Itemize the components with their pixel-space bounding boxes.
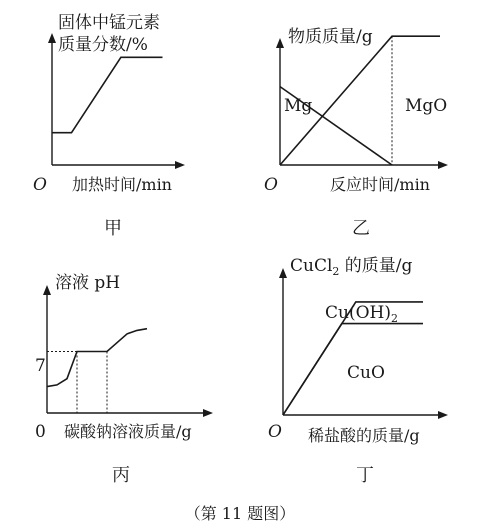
ding-x-axis-arrow bbox=[438, 411, 448, 419]
jia-series-line bbox=[52, 57, 163, 132]
chart-ding bbox=[268, 256, 448, 486]
bing-y-tick-label: 7 bbox=[35, 356, 46, 376]
ding-cuoh2-main: Cu(OH) bbox=[325, 303, 391, 323]
jia-ylabel-line1: 固体中锰元素 bbox=[58, 13, 160, 33]
yi-x-axis-arrow bbox=[438, 161, 448, 169]
chart-yi bbox=[264, 27, 448, 239]
chart-jia bbox=[33, 13, 185, 239]
ding-ylabel bbox=[290, 256, 413, 278]
bing-origin-label: 0 bbox=[35, 422, 46, 442]
bing-series-line bbox=[47, 329, 147, 387]
figure-caption: （第 11 题图） bbox=[184, 504, 296, 523]
ding-xlabel: 稀盐酸的质量/g bbox=[308, 426, 420, 445]
yi-series-mg-label: Mg bbox=[284, 96, 313, 116]
jia-panel-label: 甲 bbox=[104, 218, 122, 239]
ding-origin-label: O bbox=[268, 422, 282, 442]
yi-ylabel: 物质质量/g bbox=[288, 27, 373, 47]
ding-y-axis-arrow bbox=[279, 268, 287, 278]
jia-x-axis-arrow bbox=[175, 161, 185, 169]
jia-xlabel: 加热时间/min bbox=[72, 175, 172, 194]
ding-series-cuo-label: CuO bbox=[347, 363, 385, 383]
ding-ylabel-sub: 2 bbox=[332, 265, 340, 278]
yi-origin-label: O bbox=[264, 175, 278, 195]
chart-bing bbox=[35, 273, 213, 486]
ding-ylabel-rest: 的质量/g bbox=[339, 256, 413, 276]
jia-ylabel-line2: 质量分数/% bbox=[58, 35, 148, 55]
yi-series-mgo-label: MgO bbox=[405, 96, 448, 116]
ding-panel-label: 丁 bbox=[356, 465, 374, 486]
bing-x-axis-arrow bbox=[203, 409, 213, 417]
ding-ylabel-main: CuCl bbox=[290, 256, 333, 276]
jia-origin-label: O bbox=[33, 175, 47, 195]
yi-xlabel: 反应时间/min bbox=[330, 175, 430, 194]
yi-panel-label: 乙 bbox=[352, 218, 370, 239]
ding-series-cuoh2-label bbox=[325, 303, 398, 325]
bing-y-axis-arrow bbox=[43, 285, 51, 295]
ding-cuoh2-sub: 2 bbox=[390, 312, 398, 325]
jia-y-axis-arrow bbox=[48, 33, 56, 43]
bing-panel-label: 丙 bbox=[112, 465, 130, 486]
yi-y-axis-arrow bbox=[276, 38, 284, 48]
bing-xlabel: 碳酸钠溶液质量/g bbox=[64, 422, 192, 441]
bing-ylabel: 溶液 pH bbox=[55, 273, 121, 293]
